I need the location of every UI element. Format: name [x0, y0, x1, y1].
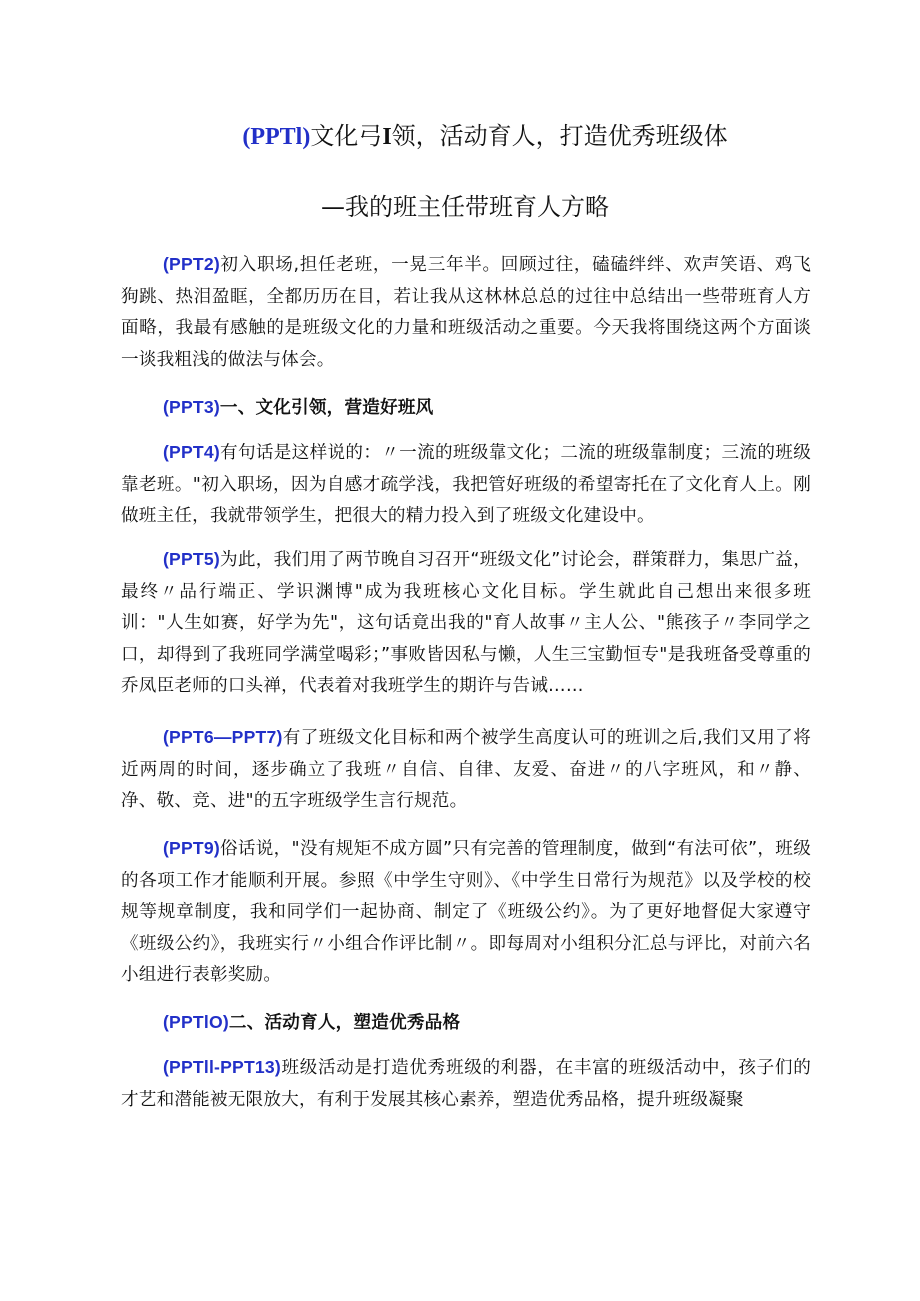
paragraph-ppt5 — [121, 544, 811, 703]
ppt-tag: (PPT4) — [163, 442, 220, 462]
paragraph-ppt11-13 — [121, 1052, 811, 1116]
paragraph-text: 班级活动是打造优秀班级的利器，在丰富的班级活动中，孩子们的才艺和潜能被无限放大，有利于发展其核心素养，塑造优秀品格，提升班级凝聚 — [121, 1058, 811, 1110]
section-heading-text: 二、活动育人，塑造优秀品格 — [228, 1013, 461, 1033]
title-i: I — [382, 124, 392, 150]
title-tag: (PPTl) — [242, 124, 311, 150]
section-heading-activities — [121, 1007, 811, 1040]
section-heading-text: 一、文化引领，营造好班风 — [219, 398, 434, 418]
paragraph-text: 俗话说，"没有规矩不成方圆”只有完善的管理制度，做到“有法可依”，班级的各项工作才能顺利开展。参照《中学生守则》、《中学生日常行为规范》以及学校的校规等规章制度，我和同学们一起协商、制定了《班级公约》。为了更好地督促大家遵守《班级公约》，我班实行〃小组合作评比制〃。即每周对小组积分汇总与评比，对前六名小组进行表彰奖励。 — [121, 839, 811, 985]
ppt-tag: (PPT2) — [163, 254, 220, 274]
paragraph-ppt4 — [121, 437, 811, 533]
ppt-tag: (PPT5) — [163, 549, 220, 569]
paragraph-text: 有了班级文化目标和两个被学生高度认可的班训之后,我们又用了将近两周的时间，逐步确立了我班〃自信、自律、友爱、奋进〃的八字班风，和〃静、净、敬、竞、进"的五字班级学生言行规范。 — [121, 728, 811, 811]
ppt-tag: (PPT9) — [163, 838, 220, 858]
title-part1: 文化弓 — [310, 122, 383, 150]
ppt-tag: (PPTll-PPT13) — [163, 1057, 281, 1077]
paragraph-ppt2 — [121, 249, 811, 376]
paragraph-text: 初入职场,担任老班，一晃三年半。回顾过往，磕磕绊绊、欢声笑语、鸡飞狗跳、热泪盈眶，全都历历在目，若让我从这林林总总的过往中总结出一些带班育人方面略，我最有感触的是班级文化的力量和班级活动之重要。今天我将围绕这两个方面谈一谈我粗浅的做法与体会。 — [121, 255, 811, 370]
ppt-tag: (PPT6—PPT7) — [163, 727, 283, 747]
title-part2: 领，活动育人，打造优秀班级体 — [391, 122, 728, 150]
paragraph-text: 为此，我们用了两节晚自习召开“班级文化”讨论会，群策群力，集思广益，最终〃品行端正、学识渊博"成为我班核心文化目标。学生就此自己想出来很多班训："人生如赛，好学为先"，这句话竟出我的"育人故事〃主人公、"熊孩子〃李同学之口，却得到了我班同学满堂喝彩；”事败皆因私与懒，人生三宝勤恒专"是我班备受尊重的乔凤臣老师的口头禅，代表着对我班学生的期许与告诫…… — [121, 550, 811, 696]
paragraph-ppt9 — [121, 833, 811, 992]
section-heading-culture — [121, 392, 811, 425]
ppt-tag: (PPTlO) — [163, 1012, 229, 1032]
document-title — [25, 121, 920, 152]
ppt-tag: (PPT3) — [163, 397, 220, 417]
paragraph-ppt6-7 — [121, 722, 811, 818]
document-subtitle: —我的班主任带班育人方略 — [321, 193, 609, 221]
paragraph-text: 有句话是这样说的：〃一流的班级靠文化；二流的班级靠制度；三流的班级靠老班。"初入职场，因为自感才疏学浅，我把管好班级的希望寄托在了文化育人上。刚做班主任，我就带领学生，把很大的精力投入到了班级文化建设中。 — [121, 443, 811, 526]
